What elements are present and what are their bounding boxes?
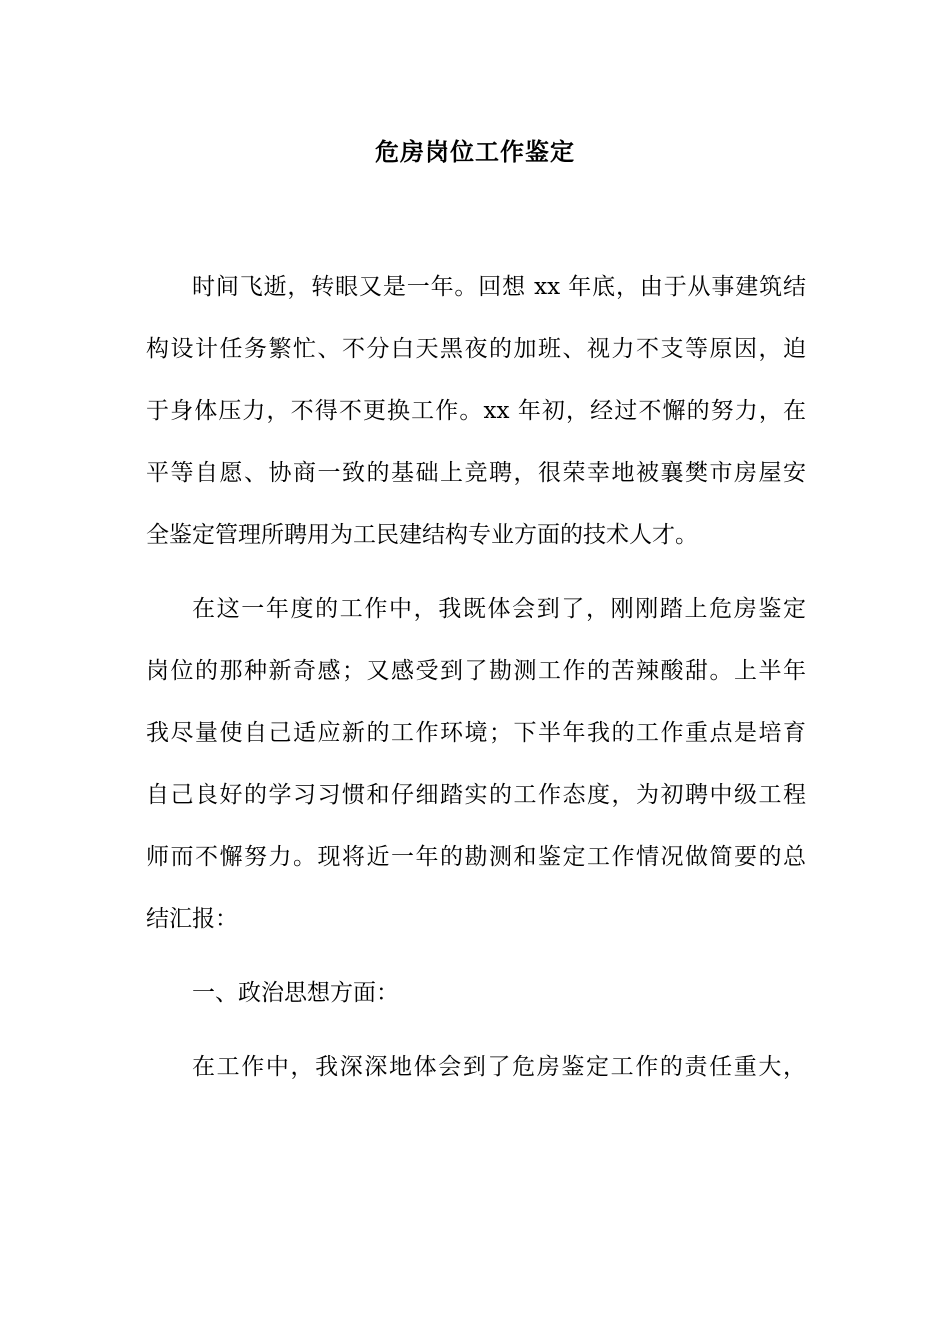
document-body [146,256,806,1098]
paragraph-line: 平等自愿、协商一致的基础上竞聘，很荣幸地被襄樊市房屋安 [146,460,806,486]
paragraph-4 [146,1036,806,1098]
paragraph-line: 在这一年度的工作中，我既体会到了，刚刚踏上危房鉴定 [192,596,806,622]
paragraph-1 [146,256,806,566]
paragraph-line: 我尽量使自己适应新的工作环境；下半年我的工作重点是培育 [146,720,806,746]
paragraph-line: 在工作中，我深深地体会到了危房鉴定工作的责任重大， [192,1054,806,1080]
paragraph-line: 自己良好的学习习惯和仔细踏实的工作态度，为初聘中级工程 [146,782,806,808]
section-heading-text: 一、政治思想方面： [192,980,399,1006]
document-title: 危房岗位工作鉴定 [375,137,575,166]
paragraph-line: 构设计任务繁忙、不分白天黑夜的加班、视力不支等原因，迫 [146,336,806,362]
paragraph-line: 师而不懈努力。现将近一年的勘测和鉴定工作情况做简要的总 [146,844,806,870]
section-heading [146,962,806,1024]
paragraph-line: 于身体压力，不得不更换工作。xx 年初，经过不懈的努力，在 [146,398,806,424]
paragraph-line: 岗位的那种新奇感；又感受到了勘测工作的苦辣酸甜。上半年 [146,658,806,684]
paragraph-line: 全鉴定管理所聘用为工民建结构专业方面的技术人才。 [146,522,698,548]
paragraph-line: 结汇报： [146,906,238,932]
paragraph-line: 时间飞逝，转眼又是一年。回想 xx 年底，由于从事建筑结 [192,274,806,300]
paragraph-2 [146,578,806,950]
